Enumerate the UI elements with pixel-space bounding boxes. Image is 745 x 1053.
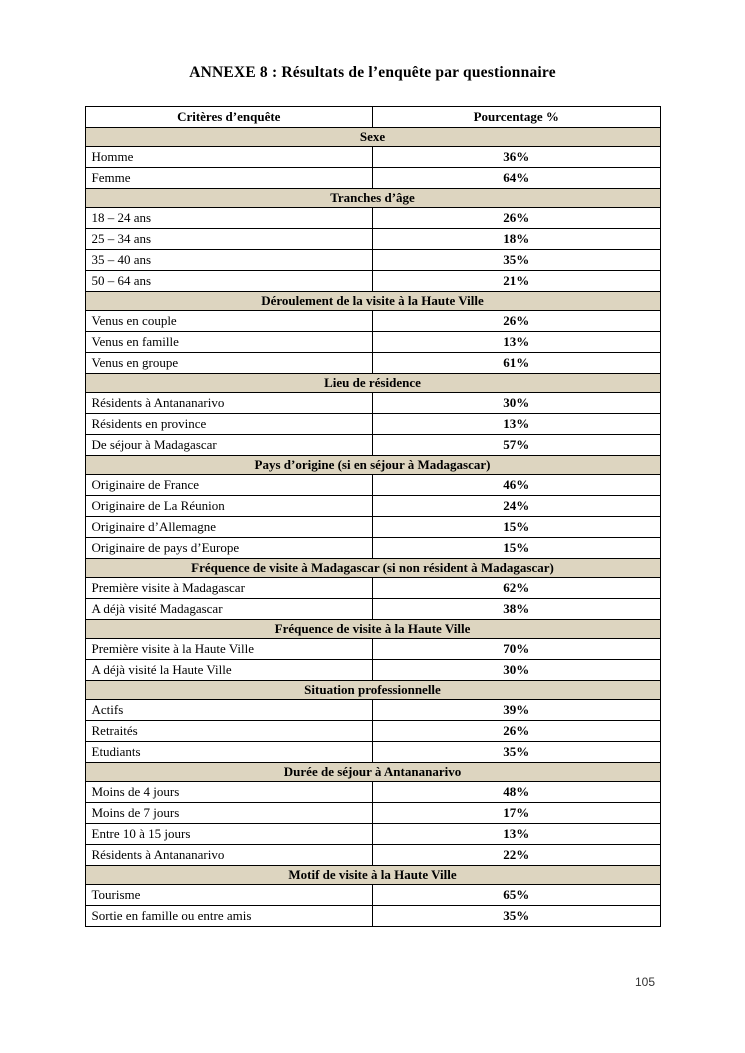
column-header-criteria: Critères d’enquête	[85, 107, 373, 128]
table-row	[85, 353, 660, 374]
percentage-cell: 21%	[373, 271, 661, 292]
criteria-cell: Venus en famille	[85, 332, 373, 353]
table-row	[85, 475, 660, 496]
table-row	[85, 906, 660, 927]
percentage-cell: 61%	[373, 353, 661, 374]
criteria-cell: Première visite à Madagascar	[85, 578, 373, 599]
percentage-cell: 26%	[373, 311, 661, 332]
section-header: Motif de visite à la Haute Ville	[85, 866, 660, 885]
criteria-cell: Première visite à la Haute Ville	[85, 639, 373, 660]
table-row	[85, 782, 660, 803]
table-row	[85, 168, 660, 189]
criteria-cell: Moins de 7 jours	[85, 803, 373, 824]
percentage-cell: 15%	[373, 517, 661, 538]
criteria-cell: A déjà visité la Haute Ville	[85, 660, 373, 681]
section-row	[85, 292, 660, 311]
percentage-cell: 13%	[373, 332, 661, 353]
criteria-cell: Originaire de La Réunion	[85, 496, 373, 517]
percentage-cell: 30%	[373, 660, 661, 681]
section-header: Durée de séjour à Antananarivo	[85, 763, 660, 782]
criteria-cell: Résidents à Antananarivo	[85, 845, 373, 866]
criteria-cell: Moins de 4 jours	[85, 782, 373, 803]
criteria-cell: Venus en couple	[85, 311, 373, 332]
criteria-cell: Venus en groupe	[85, 353, 373, 374]
section-row	[85, 128, 660, 147]
percentage-cell: 70%	[373, 639, 661, 660]
section-row	[85, 189, 660, 208]
table-row	[85, 435, 660, 456]
section-row	[85, 763, 660, 782]
table-row	[85, 250, 660, 271]
percentage-cell: 65%	[373, 885, 661, 906]
criteria-cell: Résidents à Antananarivo	[85, 393, 373, 414]
section-row	[85, 866, 660, 885]
criteria-cell: Femme	[85, 168, 373, 189]
table-row	[85, 538, 660, 559]
section-header: Lieu de résidence	[85, 374, 660, 393]
survey-results-table	[85, 106, 661, 927]
table-row	[85, 271, 660, 292]
table-body	[85, 128, 660, 927]
percentage-cell: 30%	[373, 393, 661, 414]
criteria-cell: Etudiants	[85, 742, 373, 763]
criteria-cell: 25 – 34 ans	[85, 229, 373, 250]
percentage-cell: 24%	[373, 496, 661, 517]
criteria-cell: Entre 10 à 15 jours	[85, 824, 373, 845]
table-row	[85, 845, 660, 866]
criteria-cell: 50 – 64 ans	[85, 271, 373, 292]
table-row	[85, 414, 660, 435]
table-header	[85, 107, 660, 128]
table-row	[85, 721, 660, 742]
criteria-cell: Sortie en famille ou entre amis	[85, 906, 373, 927]
criteria-cell: 35 – 40 ans	[85, 250, 373, 271]
percentage-cell: 26%	[373, 721, 661, 742]
criteria-cell: Tourisme	[85, 885, 373, 906]
table-row	[85, 599, 660, 620]
table-row	[85, 147, 660, 168]
section-row	[85, 681, 660, 700]
percentage-cell: 15%	[373, 538, 661, 559]
criteria-cell: Actifs	[85, 700, 373, 721]
column-header-percentage: Pourcentage %	[373, 107, 661, 128]
table-row	[85, 578, 660, 599]
section-row	[85, 559, 660, 578]
percentage-cell: 18%	[373, 229, 661, 250]
criteria-cell: De séjour à Madagascar	[85, 435, 373, 456]
criteria-cell: A déjà visité Madagascar	[85, 599, 373, 620]
percentage-cell: 57%	[373, 435, 661, 456]
table-row	[85, 332, 660, 353]
section-header: Situation professionnelle	[85, 681, 660, 700]
table-row	[85, 639, 660, 660]
section-header: Tranches d’âge	[85, 189, 660, 208]
page-number: 105	[634, 975, 655, 989]
table-header-row	[85, 107, 660, 128]
percentage-cell: 62%	[373, 578, 661, 599]
table-row	[85, 742, 660, 763]
section-header: Fréquence de visite à Madagascar (si non résident à Madagascar)	[85, 559, 660, 578]
percentage-cell: 13%	[373, 414, 661, 435]
section-row	[85, 374, 660, 393]
percentage-cell: 36%	[373, 147, 661, 168]
percentage-cell: 35%	[373, 250, 661, 271]
page-title: ANNEXE 8 : Résultats de l’enquête par questionnaire	[189, 64, 556, 81]
section-header: Fréquence de visite à la Haute Ville	[85, 620, 660, 639]
section-header: Pays d’origine (si en séjour à Madagascar)	[85, 456, 660, 475]
section-row	[85, 620, 660, 639]
table-row	[85, 824, 660, 845]
table-row	[85, 496, 660, 517]
percentage-cell: 48%	[373, 782, 661, 803]
criteria-cell: Retraités	[85, 721, 373, 742]
percentage-cell: 35%	[373, 906, 661, 927]
table-row	[85, 517, 660, 538]
section-row	[85, 456, 660, 475]
percentage-cell: 13%	[373, 824, 661, 845]
table-row	[85, 885, 660, 906]
percentage-cell: 64%	[373, 168, 661, 189]
criteria-cell: Homme	[85, 147, 373, 168]
percentage-cell: 38%	[373, 599, 661, 620]
percentage-cell: 46%	[373, 475, 661, 496]
table-row	[85, 229, 660, 250]
percentage-cell: 22%	[373, 845, 661, 866]
criteria-cell: 18 – 24 ans	[85, 208, 373, 229]
percentage-cell: 39%	[373, 700, 661, 721]
percentage-cell: 35%	[373, 742, 661, 763]
percentage-cell: 26%	[373, 208, 661, 229]
table-row	[85, 393, 660, 414]
percentage-cell: 17%	[373, 803, 661, 824]
criteria-cell: Résidents en province	[85, 414, 373, 435]
section-header: Sexe	[85, 128, 660, 147]
table-row	[85, 208, 660, 229]
criteria-cell: Originaire de France	[85, 475, 373, 496]
table-row	[85, 700, 660, 721]
table-row	[85, 660, 660, 681]
table-row	[85, 803, 660, 824]
table-row	[85, 311, 660, 332]
section-header: Déroulement de la visite à la Haute Ville	[85, 292, 660, 311]
criteria-cell: Originaire d’Allemagne	[85, 517, 373, 538]
criteria-cell: Originaire de pays d’Europe	[85, 538, 373, 559]
